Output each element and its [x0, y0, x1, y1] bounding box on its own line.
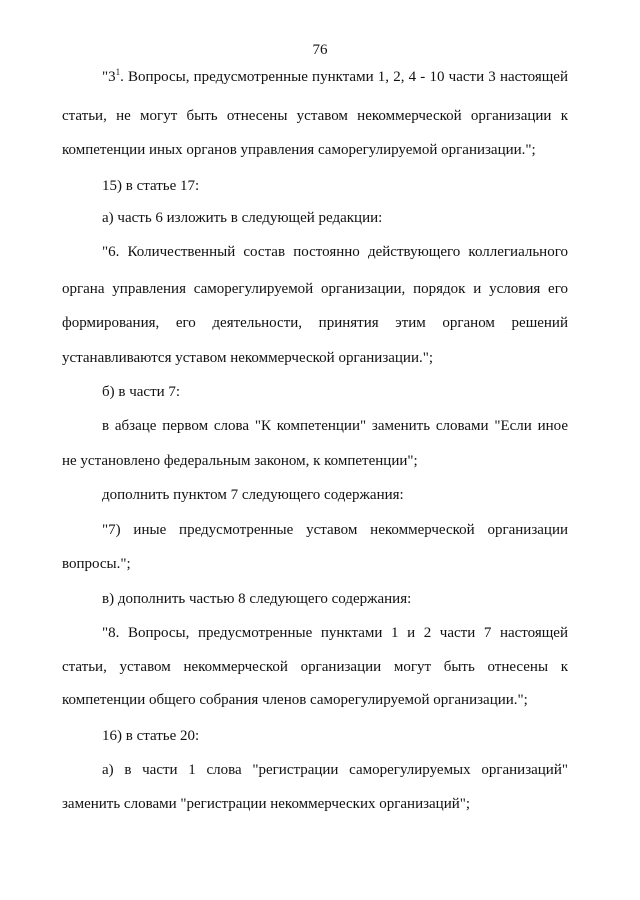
text-line-rest: . Вопросы, предусмотренные пунктами 1, 2, 4 - 10 части 3 настоящей: [120, 69, 568, 85]
text-line: формирования, его деятельности, принятия этим органом решений: [62, 315, 568, 331]
text-line: компетенции иных органов управления саморегулируемой организации.";: [62, 142, 536, 158]
page-number: 76: [312, 42, 328, 58]
text-line: заменить словами "регистрации некоммерческих организаций";: [62, 796, 471, 812]
text-line: вопросы.";: [62, 556, 131, 572]
text-line: 16) в статье 20:: [102, 728, 200, 744]
text-line: статьи, не могут быть отнесены уставом некоммерческой организации к: [62, 108, 568, 124]
text-line: в) дополнить частью 8 следующего содержания:: [102, 591, 412, 607]
text-line: б) в части 7:: [102, 384, 181, 400]
text-line: устанавливаются уставом некоммерческой организации.";: [62, 350, 434, 366]
text-line: не установлено федеральным законом, к компетенции";: [62, 453, 418, 469]
superscript-index: 1: [115, 67, 121, 77]
text-line: а) часть 6 изложить в следующей редакции:: [102, 210, 383, 226]
text-line: "7) иные предусмотренные уставом некоммерческой организации: [102, 522, 568, 538]
text-line: "6. Количественный состав постоянно действующего коллегиального: [102, 244, 568, 260]
text-line: в абзаце первом слова "К компетенции" заменить словами "Если иное: [102, 418, 568, 434]
text-line: "8. Вопросы, предусмотренные пунктами 1 и 2 части 7 настоящей: [102, 625, 568, 641]
text-line: [102, 67, 568, 87]
quote-number: "3: [102, 69, 116, 85]
text-line: компетенции общего собрания членов саморегулируемой организации.";: [62, 692, 528, 708]
text-line: органа управления саморегулируемой организации, порядок и условия его: [62, 281, 568, 297]
text-line: статьи, уставом некоммерческой организации могут быть отнесены к: [62, 659, 568, 675]
text-line: дополнить пунктом 7 следующего содержания:: [102, 487, 404, 503]
text-line: а) в части 1 слова "регистрации саморегулируемых организаций": [102, 762, 568, 778]
text-line: 15) в статье 17:: [102, 178, 200, 194]
